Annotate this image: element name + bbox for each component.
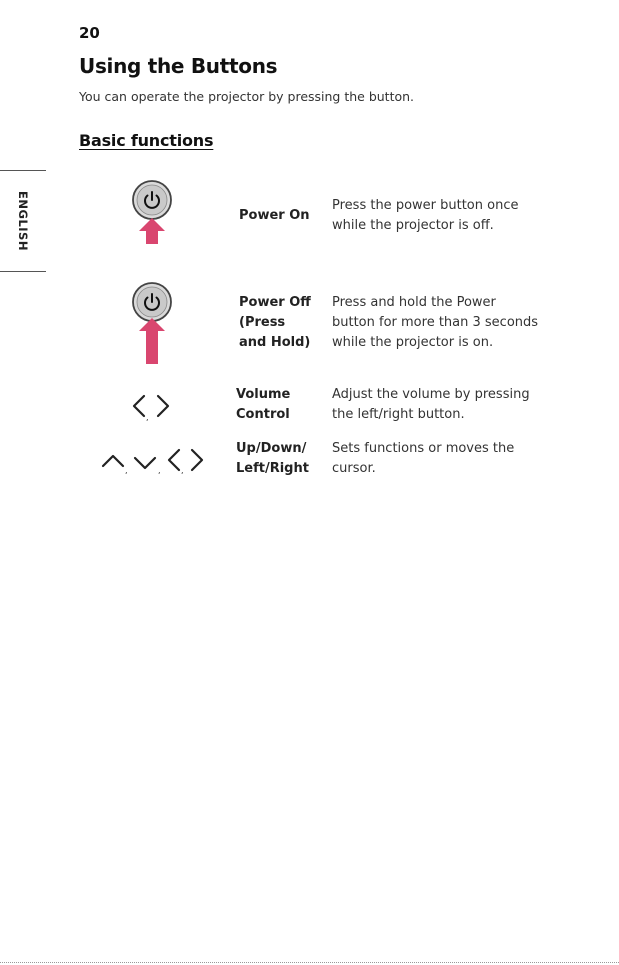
power-off-illustration	[128, 280, 176, 366]
chevron-right-icon	[192, 450, 202, 470]
long-arrow-up-icon	[139, 318, 165, 364]
page-number: 20	[79, 24, 100, 42]
function-description: Adjust the volume by pressing the left/right button.	[332, 387, 530, 422]
chevron-up-icon	[103, 456, 123, 466]
intro-text: You can operate the projector by pressing the button.	[79, 89, 415, 104]
function-name: Volume Control	[236, 387, 291, 422]
function-description: Press and hold the Power button for more than 3 seconds while the projector is on.	[332, 295, 539, 350]
arrow-up-icon	[139, 218, 165, 244]
chevron-left-icon	[134, 396, 144, 416]
function-description: Press the power button once while the projector is off.	[332, 198, 519, 233]
page-title: Using the Buttons	[79, 54, 278, 78]
function-name: Up/Down/ Left/Right	[236, 441, 309, 476]
chevron-down-icon	[135, 458, 155, 468]
function-description: Sets functions or moves the cursor.	[332, 441, 515, 476]
svg-text:,: ,	[181, 466, 184, 475]
side-tab-label: ENGLISH	[16, 191, 30, 251]
svg-text:,: ,	[146, 413, 149, 422]
svg-text:,: ,	[158, 466, 161, 475]
power-on-illustration	[128, 178, 176, 246]
navigation-buttons-illustration	[100, 446, 210, 476]
section-heading: Basic functions	[79, 131, 214, 150]
function-name: Power Off (Press and Hold)	[239, 295, 311, 350]
function-name: Power On	[239, 208, 310, 223]
side-tab	[0, 170, 46, 272]
chevron-right-icon	[158, 396, 168, 416]
footer-divider	[0, 962, 619, 963]
svg-text:,: ,	[125, 466, 128, 475]
chevron-left-icon	[169, 450, 179, 470]
volume-buttons-illustration	[131, 393, 175, 423]
